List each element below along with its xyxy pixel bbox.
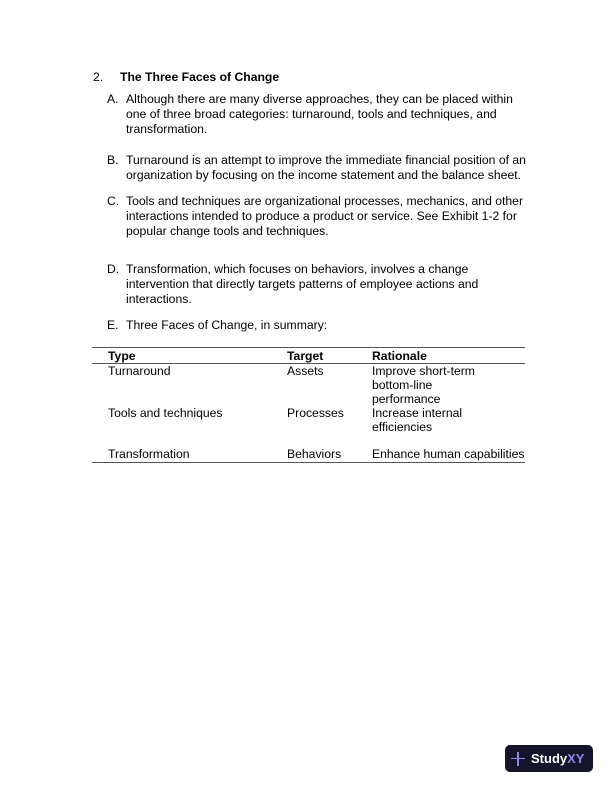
plus-icon <box>511 752 525 766</box>
item-letter: B. <box>107 153 119 167</box>
list-item-b <box>107 153 527 183</box>
item-text: Turnaround is an attempt to improve the immediate financial position of an organization by focusing on the income statement and the balance sheet. <box>126 153 526 182</box>
cell-type: Turnaround <box>108 364 171 378</box>
logo-accent-text: XY <box>567 751 585 766</box>
summary-table <box>92 347 525 463</box>
item-text: Although there are many diverse approaches, they can be placed within one of three broad categories: turnaround, tools and techniques, and transformation. <box>126 92 513 136</box>
cell-rationale: Increase internal efficiencies <box>372 406 463 434</box>
cell-target: Assets <box>287 364 324 378</box>
logo-text: Study <box>531 751 568 766</box>
list-item-d <box>107 262 527 307</box>
section-number: 2. <box>93 70 104 84</box>
item-text: Three Faces of Change, in summary: <box>126 318 328 332</box>
cell-target: Processes <box>287 406 344 420</box>
item-letter: D. <box>107 262 120 276</box>
table-row <box>92 447 525 463</box>
list-item-e <box>107 318 527 333</box>
list-item-c <box>107 194 527 239</box>
cell-target: Behaviors <box>287 447 342 461</box>
section-title: The Three Faces of Change <box>120 70 280 84</box>
cell-type: Tools and techniques <box>108 406 223 420</box>
table-row <box>92 364 525 407</box>
cell-rationale: Enhance human capabilities <box>372 447 525 461</box>
header-target: Target <box>287 348 372 364</box>
item-letter: E. <box>107 318 119 332</box>
header-type: Type <box>92 348 287 364</box>
cell-rationale: Improve short-term bottom-line performance <box>372 364 475 406</box>
header-rationale: Rationale <box>372 348 525 364</box>
table-row <box>92 406 525 447</box>
item-letter: C. <box>107 194 120 208</box>
item-text: Transformation, which focuses on behaviors, involves a change intervention that directly targets patterns of employee actions and interactions. <box>126 262 479 306</box>
item-letter: A. <box>107 92 119 106</box>
item-text: Tools and techniques are organizational processes, mechanics, and other interactions intended to produce a product or service. See Exhibit 1-2 for popular change tools and techniques. <box>126 194 524 238</box>
table-header-row <box>92 348 525 364</box>
studyxy-logo <box>505 745 593 772</box>
cell-type: Transformation <box>108 447 190 461</box>
list-item-a <box>107 92 527 137</box>
